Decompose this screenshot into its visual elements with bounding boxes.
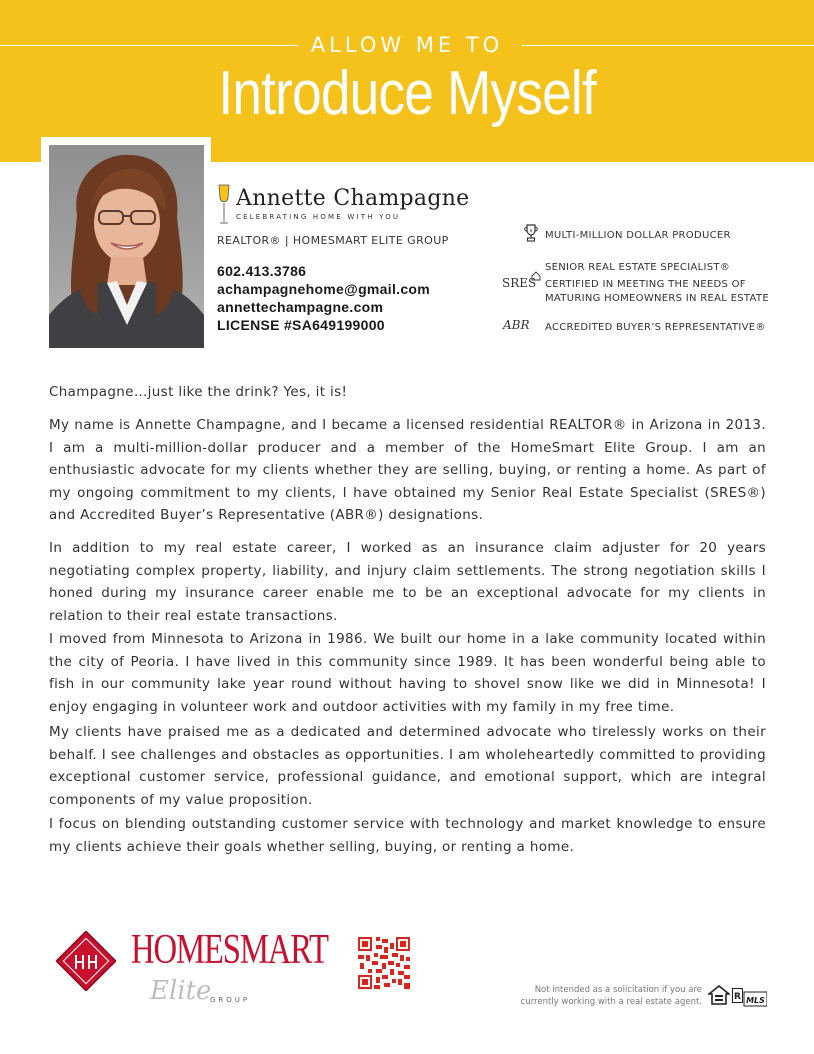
sres-description-line-2: MATURING HOMEOWNERS IN REAL ESTATE xyxy=(545,293,769,304)
sres-house-icon xyxy=(531,271,541,281)
homesmart-elite-script: Elite xyxy=(150,976,212,1006)
disclaimer-line-1: Not intended as a solicitation if you are xyxy=(534,985,702,995)
agent-photo xyxy=(49,145,204,348)
svg-text:R: R xyxy=(734,992,741,1002)
homesmart-logo-icon xyxy=(56,931,116,991)
svg-text:$: $ xyxy=(529,229,533,234)
bio-paragraph-5: I focus on blending outstanding customer service with technology and market knowledge to ensure my clients achieve their goals whether selling, buying, or renting a home. xyxy=(49,816,766,855)
mls-label: MLS xyxy=(746,996,765,1005)
abr-logo: ABR xyxy=(503,318,530,332)
brand-name: Annette Champagne xyxy=(236,186,470,211)
brand-tagline: CELEBRATING HOME WITH YOU xyxy=(236,213,401,221)
homesmart-wordmark: HOMESMART xyxy=(131,927,328,973)
disclaimer-line-2: currently working with a real estate agent. xyxy=(520,997,702,1007)
phone-number[interactable]: 602.413.3786 xyxy=(217,263,307,279)
disclaimer xyxy=(520,984,702,1008)
champagne-glass-icon xyxy=(217,184,231,228)
sres-logo: SRES xyxy=(502,276,537,290)
bio-paragraph-2: In addition to my real estate career, I worked as an insurance claim adjuster for 20 years negotiating complex property, liability, and injury claim settlements. The strong negotiation skills I honed during my insurance career enable me to be an exceptional advocate for my clients in relation to their real estate transactions. xyxy=(49,540,766,624)
realtor-mls-icon xyxy=(732,988,767,1008)
qr-code[interactable] xyxy=(358,937,410,989)
homesmart-group-label: GROUP xyxy=(210,996,251,1004)
bio-paragraph-4: My clients have praised me as a dedicated and determined advocate who tirelessly works on their behalf. I see challenges and obstacles as opportunities. I am wholeheartedly committed to providing exceptional customer service, professional guidance, and emotional support, which are integral components of my value proposition. xyxy=(49,724,766,808)
sres-title: SENIOR REAL ESTATE SPECIALIST® xyxy=(545,262,731,273)
abr-title: ACCREDITED BUYER’S REPRESENTATIVE® xyxy=(545,322,766,333)
producer-credential: MULTI-MILLION DOLLAR PRODUCER xyxy=(545,230,731,241)
intro-paragraph: Champagne…just like the drink? Yes, it is! xyxy=(49,384,348,400)
agent-role: REALTOR® | HOMESMART ELITE GROUP xyxy=(217,234,449,247)
trophy-icon xyxy=(523,224,539,242)
equal-housing-icon xyxy=(708,985,730,1005)
bio-paragraph-1: My name is Annette Champagne, and I became a licensed residential REALTOR® in Arizona in 2013. I am a multi-million-dollar producer and a member of the HomeSmart Elite Group. I am an enthusiastic advocate for my clients whether they are selling, buying, or renting a home. As part of my ongoing commitment to my clients, I have obtained my Senior Real Estate Specialist (SRES®) and Accredited Buyer’s Representative (ABR®) designations. xyxy=(49,417,766,524)
license-number: LICENSE #SA649199000 xyxy=(217,317,385,333)
website-link[interactable]: annettechampagne.com xyxy=(217,299,384,315)
header-kicker: ALLOW ME TO xyxy=(310,33,504,57)
sres-description-line-1: CERTIFIED IN MEETING THE NEEDS OF xyxy=(545,279,746,290)
page-title: Introduce Myself xyxy=(218,59,596,128)
bio-paragraph-3: I moved from Minnesota to Arizona in 1986. We built our home in a lake community located within the city of Peoria. I have lived in this community since 1989. It has been wonderful being able to fish in our community lake year round without having to shovel snow like we did in Minnesota! I enjoy engaging in volunteer work and outdoor activities with my family in my free time. xyxy=(49,631,766,715)
email-link[interactable]: achampagnehome@gmail.com xyxy=(217,281,431,297)
